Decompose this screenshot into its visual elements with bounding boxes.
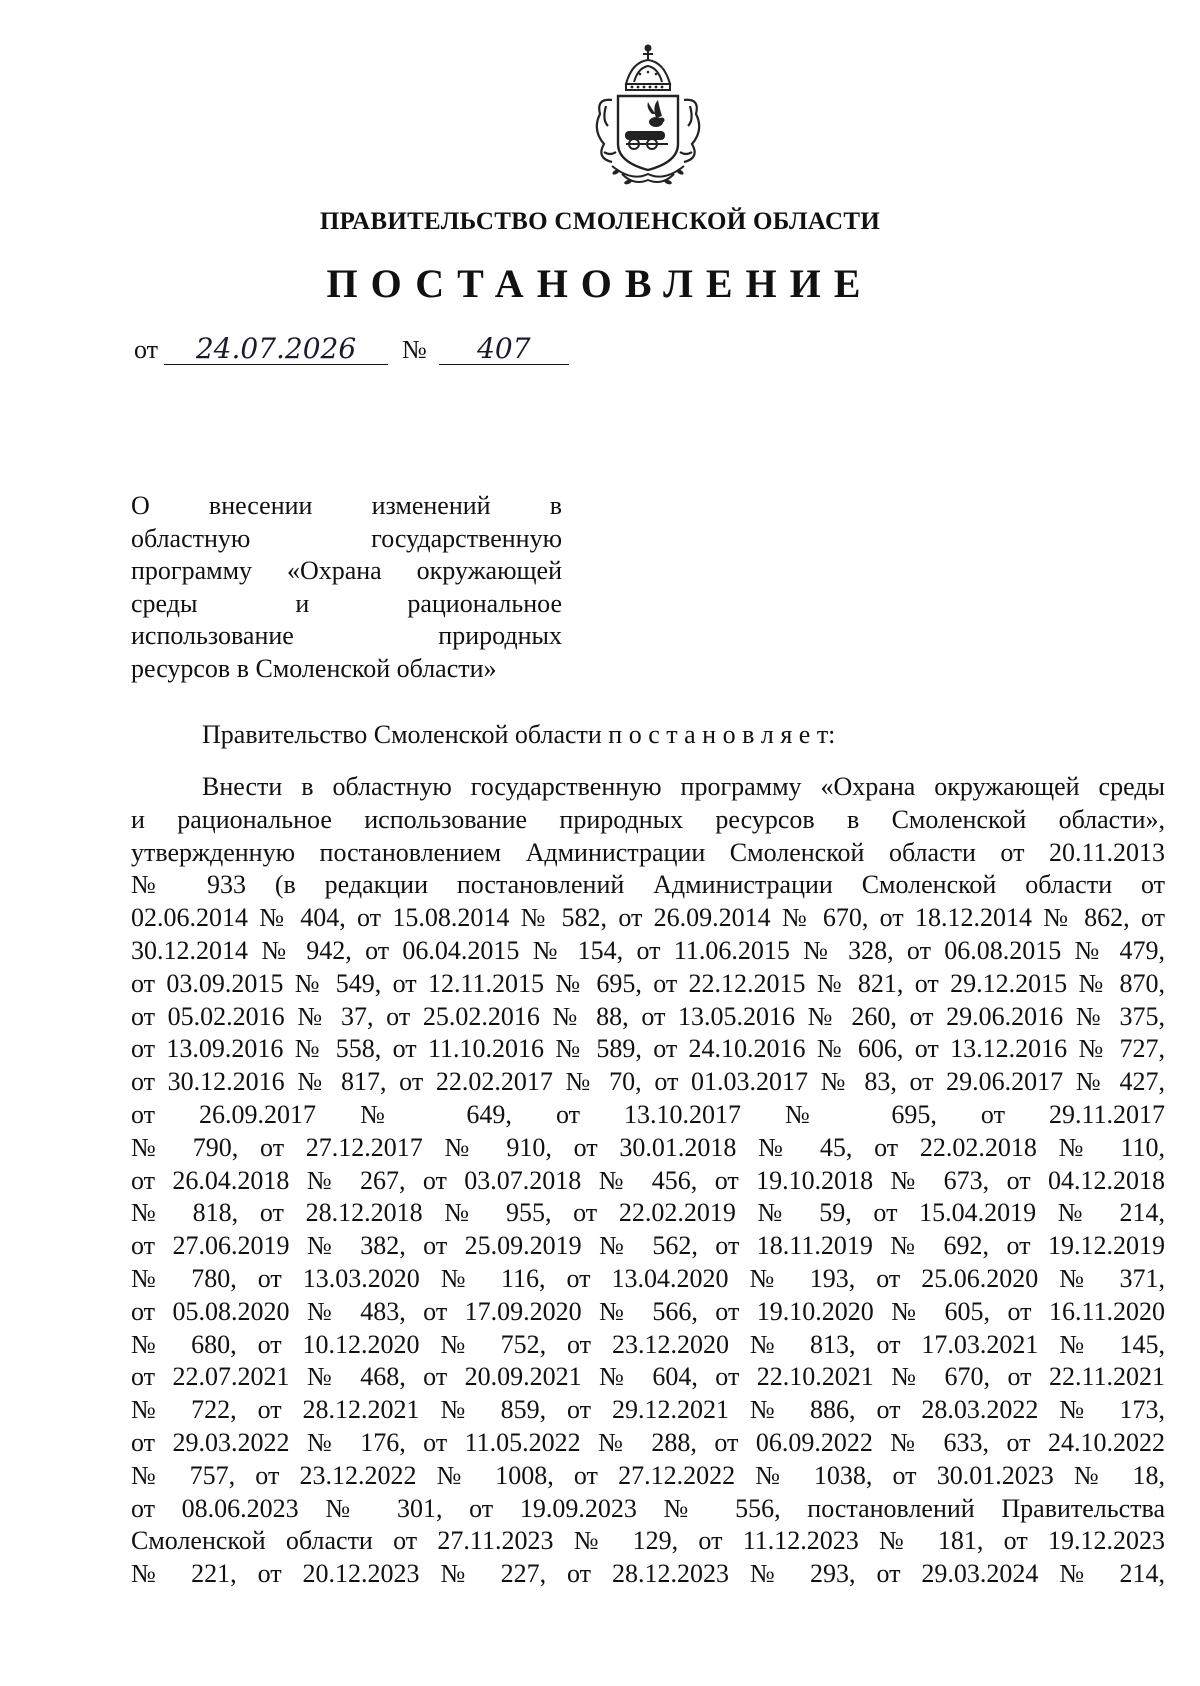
subject-line: программу «Охрана окружающей	[131, 556, 562, 585]
body-line: от 26.09.2017 № 649, от 13.10.2017 № 695, от 29.11.2017	[131, 1099, 1165, 1129]
subject-line: среды и рациональное	[131, 588, 562, 618]
body-line: № 757, от 23.12.2022 № 1008, от 27.12.2022 № 1038, от 30.01.2023 № 18,	[131, 1460, 1165, 1490]
body-paragraph	[131, 771, 1165, 1591]
body-line: от 05.02.2016 № 37, от 25.02.2016 № 88, от 13.05.2016 № 260, от 29.06.2016 № 375,	[131, 1001, 1165, 1031]
subject-line: ресурсов в Смоленской области»	[131, 653, 497, 683]
body-line: Смоленской области от 27.11.2023 № 129, от 11.12.2023 № 181, от 19.12.2023	[131, 1526, 1165, 1556]
body-line: от 26.04.2018 № 267, от 03.07.2018 № 456, от 19.10.2018 № 673, от 04.12.2018	[131, 1165, 1165, 1195]
body-line: от 03.09.2015 № 549, от 12.11.2015 № 695, от 22.12.2015 № 821, от 29.12.2015 № 870,	[131, 968, 1165, 998]
date-number-line	[134, 334, 569, 365]
smolensk-coat-of-arms-icon	[582, 40, 714, 190]
body-line: от 08.06.2023 № 301, от 19.09.2023 № 556, постановлений Правительства	[131, 1493, 1165, 1523]
date-prefix: от	[134, 335, 159, 364]
body-line: и рациональное использование природных ресурсов в Смоленской области»,	[131, 804, 1165, 834]
body-line: № 722, от 28.12.2021 № 859, от 29.12.2021 № 886, от 28.03.2022 № 173,	[131, 1395, 1165, 1425]
body-line: от 05.08.2020 № 483, от 17.09.2020 № 566, от 19.10.2020 № 605, от 16.11.2020	[131, 1296, 1165, 1326]
body-line: утвержденную постановлением Администрации Смоленской области от 20.11.2013	[131, 837, 1165, 867]
body-line: № 790, от 27.12.2017 № 910, от 30.01.2018 № 45, от 22.02.2018 № 110,	[131, 1132, 1165, 1162]
body-line: от 30.12.2016 № 817, от 22.02.2017 № 70, от 01.03.2017 № 83, от 29.06.2017 № 427,	[131, 1067, 1165, 1097]
body-line: Внести в областную государственную программу «Охрана окружающей среды	[202, 772, 1165, 801]
subject-line: областную государственную	[131, 523, 562, 553]
body-line: от 22.07.2021 № 468, от 20.09.2021 № 604, от 22.10.2021 № 670, от 22.11.2021	[131, 1362, 1165, 1392]
body-line: от 13.09.2016 № 558, от 11.10.2016 № 589, от 24.10.2016 № 606, от 13.12.2016 № 727,	[131, 1034, 1165, 1064]
body-line: 30.12.2014 № 942, от 06.04.2015 № 154, от 11.06.2015 № 328, от 06.08.2015 № 479,	[131, 935, 1165, 965]
body-line: № 818, от 28.12.2018 № 955, от 22.02.2019 № 59, от 15.04.2019 № 214,	[131, 1198, 1165, 1228]
handwritten-number: 407	[439, 334, 569, 365]
resolves-statement: Правительство Смоленской области п о с т а н о в л я е т:	[202, 720, 836, 749]
organization-title: ПРАВИТЕЛЬСТВО СМОЛЕНСКОЙ ОБЛАСТИ	[319, 208, 881, 235]
document-subject	[131, 490, 562, 685]
subject-line: О внесении изменений в	[131, 491, 562, 520]
body-line: 02.06.2014 № 404, от 15.08.2014 № 582, от 26.09.2014 № 670, от 18.12.2014 № 862, от	[131, 903, 1165, 933]
subject-line: использование природных	[131, 621, 562, 650]
handwritten-date: 24.07.2026	[164, 334, 388, 365]
body-line: № 933 (в редакции постановлений Администрации Смоленской области от	[131, 870, 1165, 900]
body-line: от 27.06.2019 № 382, от 25.09.2019 № 562, от 18.11.2019 № 692, от 19.12.2019	[131, 1231, 1165, 1261]
body-line: № 221, от 20.12.2023 № 227, от 28.12.2023 № 293, от 29.03.2024 № 214,	[131, 1559, 1165, 1589]
body-line: № 680, от 10.12.2020 № 752, от 23.12.2020 № 813, от 17.03.2021 № 145,	[131, 1329, 1165, 1359]
body-line: от 29.03.2022 № 176, от 11.05.2022 № 288, от 06.09.2022 № 633, от 24.10.2022	[131, 1427, 1165, 1457]
document-type-title: ПОСТАНОВЛЕНИЕ	[326, 261, 874, 306]
body-line: № 780, от 13.03.2020 № 116, от 13.04.2020 № 193, от 25.06.2020 № 371,	[131, 1263, 1165, 1293]
number-prefix: №	[402, 335, 427, 364]
